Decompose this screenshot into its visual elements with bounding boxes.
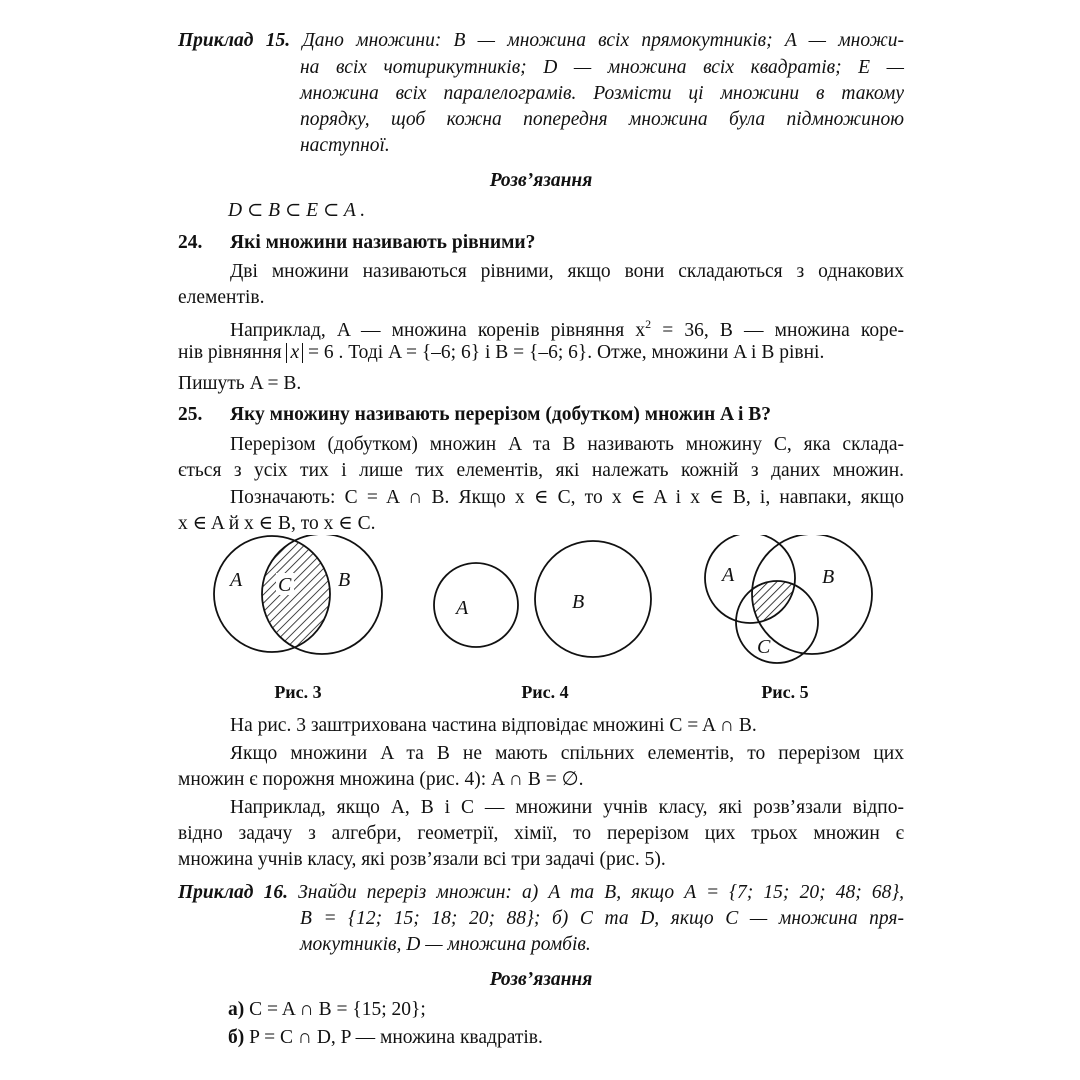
example-15-solution-title: Розв’язання [489, 170, 593, 191]
label-c: C [278, 574, 292, 596]
absolute-value: x [286, 343, 303, 363]
label-a: A [456, 597, 469, 619]
question-24-number: 24. [178, 232, 203, 253]
venn-figures [0, 535, 1080, 695]
example-16-label: Приклад 16. [178, 882, 288, 903]
example-16-line-3: мокутників, D — множина ромбів. [300, 934, 591, 955]
example-16-line-1: Приклад 16. Знайди переріз множин: а) A та B, якщо A = {7; 15; 20; 48; 68}, [178, 882, 905, 903]
after-figures-line-4: Наприклад, якщо A, B і C — множини учнів класу, які розв’язали відпо- [230, 797, 904, 818]
example-15-solution: D ⊂ B ⊂ E ⊂ A . [228, 200, 366, 221]
label-b: B [338, 569, 351, 591]
after-figures-line-6: множина учнів класу, які розв’язали всі три задачі (рис. 5). [178, 849, 666, 870]
example-16-answer-b: б) P = C ∩ D, P — множина квадратів. [228, 1027, 543, 1048]
label-a: A [722, 564, 735, 586]
after-figures-line-3: множин є порожня множина (рис. 4): A ∩ B = ∅. [178, 769, 584, 790]
q24-paragraph-1-line-1: Дві множини називаються рівними, якщо вони складаються з однакових [230, 261, 904, 282]
q25-paragraph-2-line-2: x ∈ A й x ∈ B, то x ∈ C. [178, 513, 376, 534]
label-c: C [757, 636, 771, 658]
q25-paragraph-1-line-2: ється з усіх тих і лише тих елементів, які належать кожній з даних множин. [178, 460, 904, 481]
label-b: B [822, 566, 835, 588]
after-figures-line-2: Якщо множини A та B не мають спільних елементів, то перерізом цих [230, 743, 904, 764]
figure-4-venn [434, 541, 651, 657]
question-25-title: Яку множину називають перерізом (добутком) множин A і B? [230, 404, 771, 425]
q24-paragraph-2-line-1: Наприклад, A — множина коренів рівняння $x^2 = 36$, B — множина коре- [230, 317, 904, 341]
question-24-title: Які множини називають рівними? [230, 232, 536, 253]
example-15-line-3: множина всіх паралелограмів. Розмісти ці множини в такому [300, 83, 904, 104]
q24-paragraph-2-line-2: нів рівняння x = 6 . Тоді A = {–6; 6} і B = {–6; 6}. Отже, множини A і B рівні. [178, 342, 825, 363]
example-16-solution-title: Розв’язання [489, 969, 593, 990]
circle-b [535, 541, 651, 657]
after-figures-line-5: відно задачу з алгебри, геометрії, хімії, то перерізом цих трьох множин є [178, 823, 904, 844]
label-a: A [230, 569, 243, 591]
circle-a [705, 535, 795, 623]
label-b: B [572, 591, 585, 613]
q25-paragraph-1-line-1: Перерізом (добутком) множин A та B називають множину C, яка склада- [230, 434, 904, 455]
figure-5-venn [705, 535, 872, 663]
q24-paragraph-1-line-2: елементів. [178, 287, 265, 308]
figure-3-caption: Рис. 3 [274, 682, 322, 702]
example-16-answer-a: а) C = A ∩ B = {15; 20}; [228, 999, 426, 1020]
example-15-label: Приклад 15. [178, 30, 291, 51]
figure-5-caption: Рис. 5 [761, 682, 809, 702]
q24-paragraph-3: Пишуть A = B. [178, 373, 302, 394]
example-15-line-5: наступної. [300, 135, 390, 156]
example-16-line-2: B = {12; 15; 18; 20; 88}; б) C та D, якщо C — множина пря- [300, 908, 904, 929]
circle-a [434, 563, 518, 647]
figure-3-venn [214, 535, 382, 654]
example-15-line-2: на всіх чотирикутників; D — множина всіх квадратів; E — [300, 57, 904, 78]
example-15-line-4: порядку, щоб кожна попередня множина була підмножиною [300, 109, 904, 130]
q25-paragraph-2-line-1: Позначають: C = A ∩ B. Якщо x ∈ C, то x ∈ A і x ∈ B, і, навпаки, якщо [230, 487, 904, 508]
after-figures-line-1: На рис. 3 заштрихована частина відповідає множині C = A ∩ B. [230, 715, 757, 736]
example-15-line-1: Приклад 15. Дано множини: B — множина всіх прямокутників; A — множи- [178, 30, 904, 51]
question-25-number: 25. [178, 404, 203, 425]
figure-4-caption: Рис. 4 [521, 682, 569, 702]
